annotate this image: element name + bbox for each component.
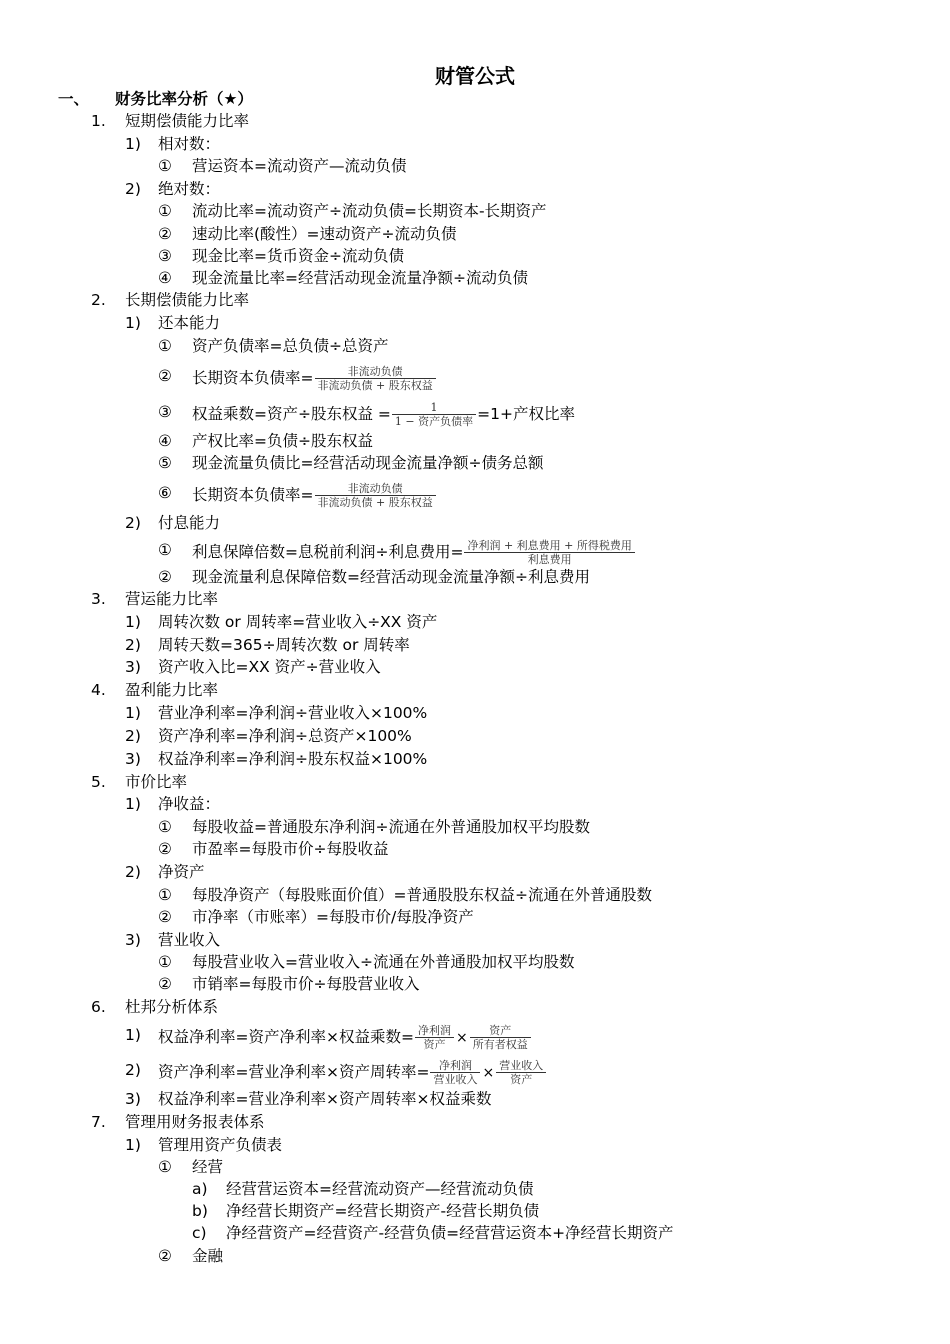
formula	[192, 365, 437, 392]
formula-tail: =1+产权比率	[477, 405, 575, 423]
fraction-denominator: 营业收入	[433, 1073, 478, 1086]
fraction	[496, 1059, 546, 1086]
item-marker: ④	[158, 269, 172, 287]
formula	[192, 482, 437, 509]
item-text: 速动比率(酸性）=速动资产÷流动负债	[192, 225, 457, 243]
item-marker: 1)	[125, 1136, 141, 1154]
item-marker: 3.	[91, 590, 106, 608]
item-text: 每股收益=普通股东净利润÷流通在外普通股加权平均股数	[192, 818, 590, 836]
item-text: 市净率（市账率）=每股市价/每股净资产	[192, 908, 474, 926]
item-marker: 2)	[125, 863, 141, 881]
item-marker: ③	[158, 403, 172, 421]
multiply-sign: ×	[455, 1029, 468, 1046]
item-text: 营业净利率=净利润÷营业收入×100%	[158, 704, 428, 722]
fraction-numerator: 净利润	[430, 1059, 480, 1073]
item-marker: ④	[158, 432, 172, 450]
item-marker: 1)	[125, 314, 141, 332]
item-text: 营运能力比率	[125, 590, 219, 608]
item-marker: 2)	[125, 514, 141, 532]
item-text: 还本能力	[158, 314, 221, 332]
item-marker: 6.	[91, 998, 106, 1016]
item-marker: 2.	[91, 291, 106, 309]
item-text: 经营营运资本=经营流动资产—经营流动负债	[226, 1180, 534, 1198]
item-text: 经营	[192, 1158, 224, 1176]
formula-text: 权益净利率=资产净利率×权益乘数=	[158, 1028, 414, 1046]
fraction-denominator: 非流动负债 + 股东权益	[317, 379, 433, 392]
item-marker: ③	[158, 247, 172, 265]
item-marker: ②	[158, 840, 172, 858]
item-text: 净经营资产=经营资产-经营负债=经营营运资本+净经营长期资产	[226, 1224, 674, 1242]
item-text: 净资产	[158, 863, 205, 881]
item-text: 现金流量利息保障倍数=经营活动现金流量净额÷利息费用	[192, 568, 590, 586]
item-marker: 3)	[125, 658, 141, 676]
fraction	[315, 482, 436, 509]
formula-text: 长期资本负债率=	[192, 486, 314, 504]
item-marker: ②	[158, 225, 172, 243]
item-marker: ①	[158, 157, 172, 175]
item-marker: 3)	[125, 931, 141, 949]
fraction	[392, 401, 476, 428]
formula	[158, 1059, 547, 1086]
item-text: 现金流量比率=经营活动现金流量净额÷流动负债	[192, 269, 528, 287]
page-title: 财管公式	[435, 64, 515, 88]
item-text: 短期偿债能力比率	[125, 112, 250, 130]
item-marker: 2)	[125, 1061, 141, 1079]
item-marker: ①	[158, 818, 172, 836]
item-text: 市价比率	[125, 773, 188, 791]
item-marker: 2)	[125, 636, 141, 654]
item-marker: 7.	[91, 1113, 106, 1131]
item-marker: ①	[158, 953, 172, 971]
item-marker: ①	[158, 337, 172, 355]
item-marker: ②	[158, 908, 172, 926]
formula-text: 利息保障倍数=息税前利润÷利息费用=	[192, 543, 464, 561]
fraction-numerator: 资产	[470, 1024, 531, 1038]
fraction-denominator: 资产	[423, 1038, 446, 1051]
item-text: 每股净资产（每股账面价值）=普通股股东权益÷流通在外普通股数	[192, 886, 652, 904]
item-text: 杜邦分析体系	[125, 998, 219, 1016]
item-marker: ②	[158, 1247, 172, 1265]
item-text: 付息能力	[158, 514, 221, 532]
fraction-numerator: 净利润	[415, 1024, 454, 1038]
item-text: 资产收入比=XX 资产÷营业收入	[158, 658, 381, 676]
item-marker: ①	[158, 886, 172, 904]
formula	[158, 1024, 532, 1051]
fraction-numerator: 1	[392, 401, 476, 415]
item-text: 流动比率=流动资产÷流动负债=长期资本-长期资产	[192, 202, 547, 220]
item-marker: ①	[158, 541, 172, 559]
item-text: 权益净利率=营业净利率×资产周转率×权益乘数	[158, 1090, 492, 1108]
item-text: 绝对数：	[158, 180, 221, 198]
item-marker: 1.	[91, 112, 106, 130]
item-text: 现金比率=货币资金÷流动负债	[192, 247, 404, 265]
multiply-sign: ×	[482, 1064, 495, 1081]
fraction-denominator: 非流动负债 + 股东权益	[317, 496, 433, 509]
item-text: 盈利能力比率	[125, 681, 219, 699]
item-marker: ②	[158, 367, 172, 385]
item-text: 资产净利率=净利润÷总资产×100%	[158, 727, 412, 745]
item-text: 周转次数 or 周转率=营业收入÷XX 资产	[158, 613, 438, 631]
item-text: 市销率=每股市价÷每股营业收入	[192, 975, 420, 993]
item-marker: ①	[158, 1158, 172, 1176]
item-text: 净收益：	[158, 795, 221, 813]
fraction-denominator: 1 − 资产负债率	[394, 415, 474, 428]
formula-text: 长期资本负债率=	[192, 369, 314, 387]
fraction-denominator: 资产	[510, 1073, 533, 1086]
formula-text: 资产净利率=营业净利率×资产周转率=	[158, 1063, 430, 1081]
fraction	[464, 539, 634, 566]
formula	[192, 539, 636, 566]
item-text: 相对数：	[158, 135, 221, 153]
item-marker: 5.	[91, 773, 106, 791]
item-marker: ⑤	[158, 454, 172, 472]
section-marker: 一、	[58, 90, 90, 108]
item-text: 营业收入	[158, 931, 221, 949]
item-marker: 1)	[125, 135, 141, 153]
fraction	[470, 1024, 531, 1051]
item-marker: 1)	[125, 704, 141, 722]
fraction	[315, 365, 436, 392]
fraction-numerator: 营业收入	[496, 1059, 546, 1073]
item-marker: 1)	[125, 1026, 141, 1044]
fraction-numerator: 净利润 + 利息费用 + 所得税费用	[464, 539, 634, 553]
fraction	[415, 1024, 454, 1051]
section-title: 财务比率分析（★）	[115, 90, 253, 108]
item-marker: 2)	[125, 727, 141, 745]
item-marker: 2)	[125, 180, 141, 198]
item-marker: ②	[158, 975, 172, 993]
item-text: 资产负债率=总负债÷总资产	[192, 337, 389, 355]
fraction-denominator: 利息费用	[527, 553, 572, 566]
item-text: 周转天数=365÷周转次数 or 周转率	[158, 636, 410, 654]
formula	[192, 401, 575, 428]
item-marker: 3)	[125, 750, 141, 768]
item-text: 金融	[192, 1247, 224, 1265]
item-marker: ⑥	[158, 484, 172, 502]
item-marker: 1)	[125, 613, 141, 631]
item-text: 净经营长期资产=经营长期资产-经营长期负债	[226, 1202, 540, 1220]
item-text: 现金流量负债比=经营活动现金流量净额÷债务总额	[192, 454, 544, 472]
item-marker: ①	[158, 202, 172, 220]
item-marker: ②	[158, 568, 172, 586]
fraction-numerator: 非流动负债	[315, 482, 436, 496]
item-marker: b)	[192, 1202, 208, 1220]
item-text: 营运资本=流动资产—流动负债	[192, 157, 407, 175]
item-text: 长期偿债能力比率	[125, 291, 250, 309]
item-text: 权益净利率=净利润÷股东权益×100%	[158, 750, 428, 768]
formula-text: 权益乘数=资产÷股东权益 =	[192, 405, 391, 423]
item-marker: 4.	[91, 681, 106, 699]
item-text: 市盈率=每股市价÷每股收益	[192, 840, 389, 858]
item-marker: c)	[192, 1224, 207, 1242]
fraction	[430, 1059, 480, 1086]
fraction-numerator: 非流动负债	[315, 365, 436, 379]
item-text: 产权比率=负债÷股东权益	[192, 432, 373, 450]
fraction-denominator: 所有者权益	[472, 1038, 528, 1051]
item-text: 管理用资产负债表	[158, 1136, 283, 1154]
item-marker: 3)	[125, 1090, 141, 1108]
item-text: 管理用财务报表体系	[125, 1113, 265, 1131]
item-marker: 1)	[125, 795, 141, 813]
item-text: 每股营业收入=营业收入÷流通在外普通股加权平均股数	[192, 953, 575, 971]
item-marker: a)	[192, 1180, 208, 1198]
